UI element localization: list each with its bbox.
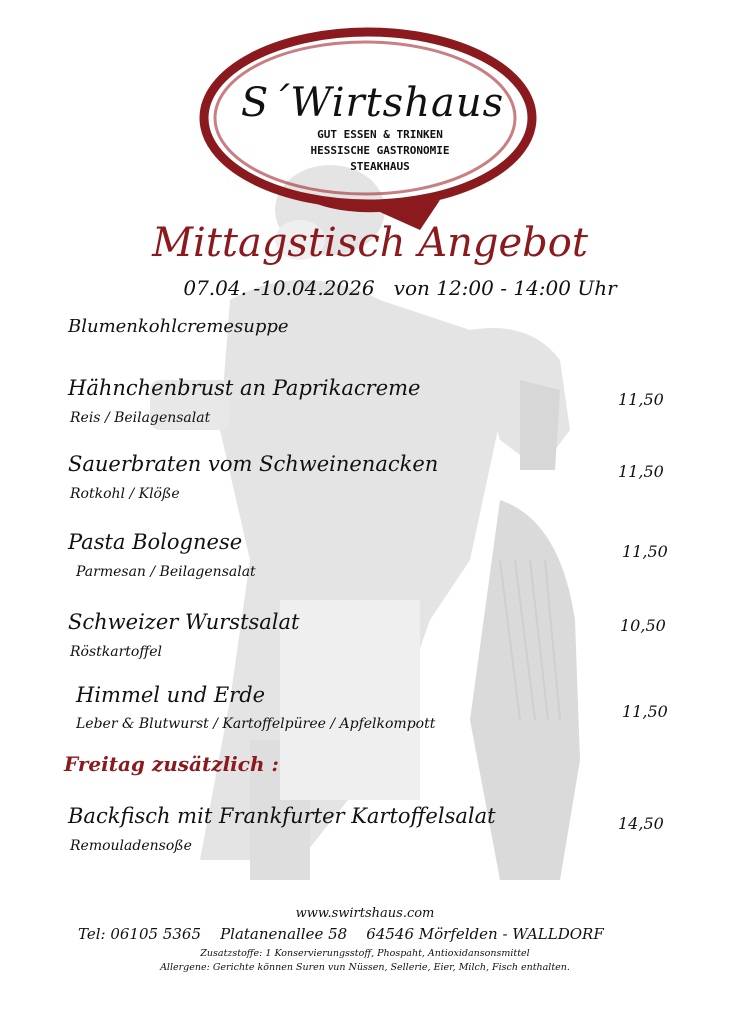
dish-price: 11,50 (622, 702, 668, 721)
friday-dish-name: Backfisch mit Frankfurter Kartoffelsalat (68, 804, 496, 828)
logo-line-2: HESSISCHE GASTRONOMIE (310, 144, 450, 157)
dish-price: 11,50 (622, 542, 668, 561)
dish-sides: Reis / Beilagensalat (70, 410, 211, 426)
friday-dish-sides: Remouladensoße (70, 838, 192, 854)
dish-name: Sauerbraten vom Schweinenacken (68, 452, 439, 476)
dish-name: Himmel und Erde (76, 683, 266, 707)
footer-additives: Zusatzstoffe: 1 Konservierungsstoff, Phospaht, Antioxidansonsmittel (200, 948, 530, 959)
logo-line-1: GUT ESSEN & TRINKEN (317, 128, 443, 141)
logo-line-3: STEAKHAUS (350, 160, 410, 173)
soup-item: Blumenkohlcremesuppe (68, 316, 289, 337)
footer-allergens: Allergene: Gerichte können Suren vun Nüssen, Sellerie, Eier, Milch, Fisch enthalten. (160, 962, 570, 973)
friday-dish-price: 14,50 (618, 814, 664, 833)
dish-price: 11,50 (618, 462, 664, 481)
dish-price: 11,50 (618, 390, 664, 409)
friday-label: Freitag zusätzlich : (64, 752, 279, 776)
dish-price: 10,50 (620, 616, 666, 635)
dish-sides: Röstkartoffel (70, 644, 163, 660)
offer-dates: 07.04. -10.04.2026 von 12:00 - 14:00 Uhr (183, 276, 617, 300)
dish-name: Pasta Bolognese (68, 530, 243, 554)
dish-sides: Parmesan / Beilagensalat (76, 564, 256, 580)
footer-website: www.swirtshaus.com (295, 906, 435, 921)
dish-name: Schweizer Wurstsalat (68, 610, 300, 634)
logo-title: S´Wirtshaus (240, 80, 505, 126)
footer-contact: Tel: 06105 5365 Platanenallee 58 64546 Mörfelden - WALLDORF (78, 925, 604, 943)
dish-name: Hähnchenbrust an Paprikacreme (68, 376, 421, 400)
dish-sides: Rotkohl / Klöße (70, 486, 180, 502)
dish-sides: Leber & Blutwurst / Kartoffelpüree / Apfelkompott (76, 716, 436, 732)
page-title: Mittagstisch Angebot (152, 220, 588, 266)
